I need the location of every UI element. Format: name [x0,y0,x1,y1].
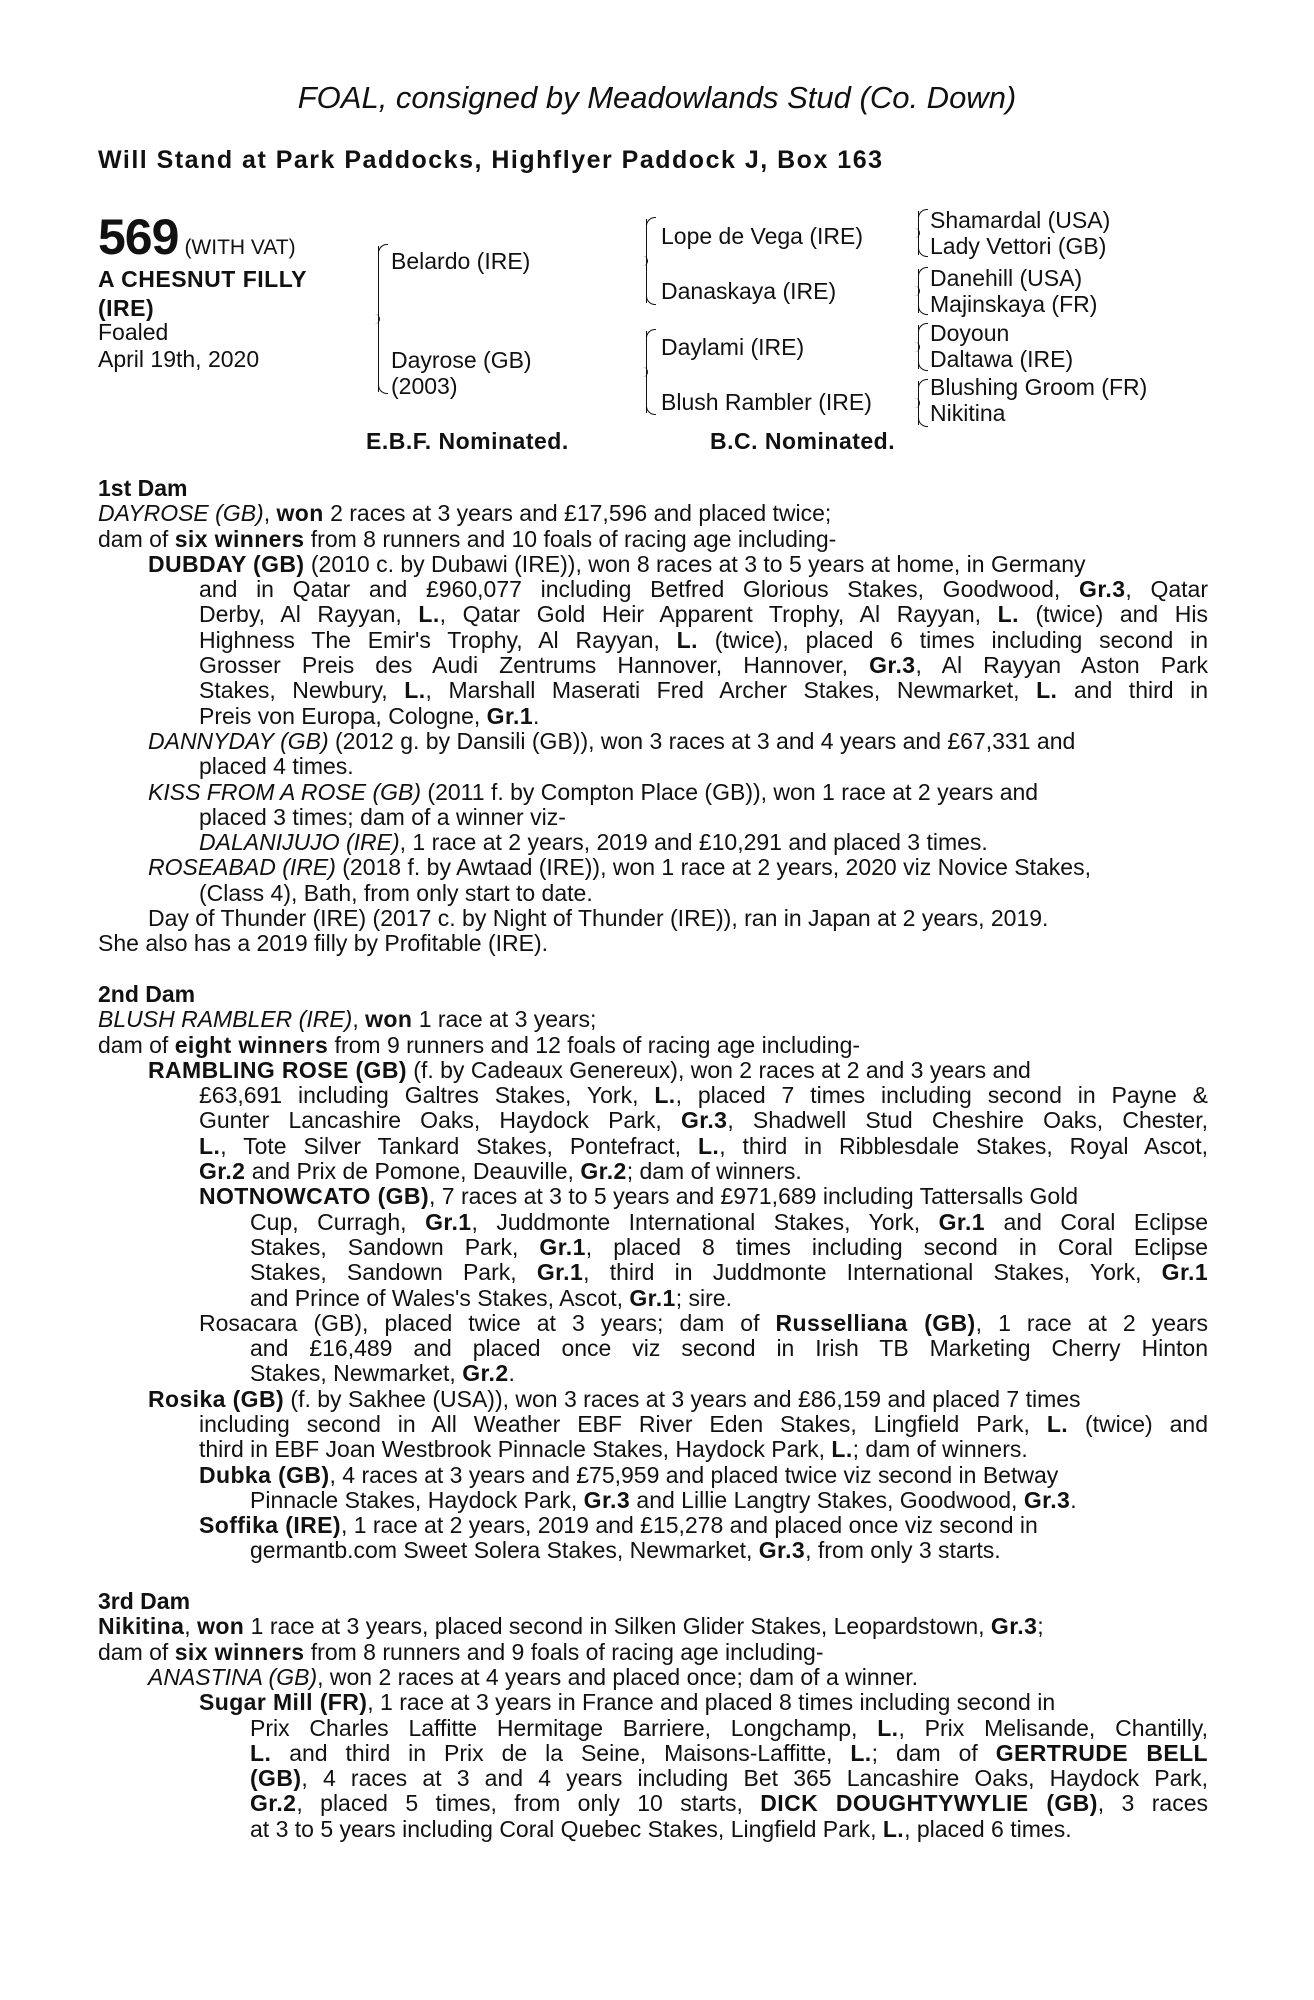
stand-location: Will Stand at Park Paddocks, Highflyer Paddock J, Box 163 [98,146,884,174]
horse-name: ROSEABAD (IRE) [148,854,336,881]
produce-entry-dubday: DUBDAY (GB) (2010 c. by Dubawi (IRE)), won 8 races at 3 to 5 years at home, in Germany [148,550,1086,577]
lot-description [98,265,307,323]
second-dam-name: BLUSH RAMBLER (IRE) [98,1006,353,1033]
dam-sire-dam: Daltawa (IRE) [930,346,1074,372]
third-dam-line: Nikitina, won 1 race at 3 years, placed second in Silken Glider Stakes, Leopardstown, Gr.3; [98,1613,1044,1640]
produce-text-line: Preis von Europa, Cologne, Gr.1. [199,702,540,729]
second-dam-produce-summary: dam of eight winners from 9 runners and 12 foals of racing age including- [98,1031,861,1058]
produce-entry-rosika: Rosika (GB) (f. by Sakhee (USA)), won 3 races at 3 years and £86,159 and placed 7 times [148,1385,1081,1412]
horse-name: KISS FROM A ROSE (GB) [148,778,422,805]
dam-name: Dayrose (GB) [391,347,532,373]
sire-dam-sire: Danehill (USA) [930,265,1083,291]
vat-note: (WITH VAT) [184,236,296,259]
produce-entry-kiss-from-a-rose: KISS FROM A ROSE (GB) (2011 f. by Compton Place (GB)), won 1 race at 2 years and [148,778,1039,805]
produce-text-line: (GB), 4 races at 3 and 4 years including Bet 365 Lancashire Oaks, Haydock Park, [250,1765,1208,1792]
dam-sire: Daylami (IRE) [661,334,805,360]
pedigree-brace-dam [646,331,647,413]
ebf-nominated: E.B.F. Nominated. [366,428,569,454]
won-label: won [197,1613,245,1640]
winners-count: eight winners [174,1031,329,1058]
produce-text-line: Prix Charles Laffitte Hermitage Barriere, Longchamp, L., Prix Melisande, Chantilly, [250,1714,1208,1741]
won-label: won [276,500,324,527]
winners-count: six winners [174,1638,305,1665]
produce-text-line: germantb.com Sweet Solera Stakes, Newmarket, Gr.3, from only 3 starts. [250,1537,1001,1564]
horse-name: Dubka (GB) [199,1461,330,1488]
first-dam-line: DAYROSE (GB), won 2 races at 3 years and £17,596 and placed twice; [98,500,832,527]
also-note: She also has a 2019 filly by Profitable (IRE). [98,930,549,957]
pedigree-brace-gen3-4 [918,381,919,425]
sire-name: Belardo (IRE) [391,248,531,274]
produce-text-line: Gr.2, placed 5 times, from only 10 starts, DICK DOUGHTYWYLIE (GB), 3 races [250,1790,1208,1817]
first-dam-name: DAYROSE (GB) [98,500,264,527]
produce-text-line: including second in All Weather EBF River Eden Stakes, Lingfield Park, L. (twice) and [199,1410,1208,1437]
horse-name: Sugar Mill (FR) [199,1689,368,1716]
lot-country: (IRE) [98,295,155,321]
produce-text-line: Stakes, Newmarket, Gr.2. [250,1360,515,1387]
lot-number-block [98,208,296,266]
produce-text-line: Stakes, Sandown Park, Gr.1, third in Juddmonte International Stakes, York, Gr.1 [250,1259,1209,1286]
produce-text-line: £63,691 including Galtres Stakes, York, L., placed 7 times including second in Payne & [199,1082,1208,1109]
produce-entry-soffika: Soffika (IRE), 1 race at 2 years, 2019 and £15,278 and placed once viz second in [199,1512,1038,1539]
dam-dam: Blush Rambler (IRE) [661,389,872,415]
produce-text-line: and £16,489 and placed once viz second in Irish TB Marketing Cherry Hinton [250,1335,1208,1362]
produce-entry-dalanijujo: DALANIJUJO (IRE), 1 race at 2 years, 2019 and £10,291 and placed 3 times. [199,829,988,856]
catalogue-heading: FOAL, consigned by Meadowlands Stud (Co. Down) [297,80,1017,115]
produce-text-line: Pinnacle Stakes, Haydock Park, Gr.3 and Lillie Langtry Stakes, Goodwood, Gr.3. [250,1486,1077,1513]
third-dam-name: Nikitina [98,1613,185,1640]
produce-text-line: Stakes, Newbury, L., Marshall Maserati Fred Archer Stakes, Newmarket, L. and third in [199,677,1208,704]
produce-text-line: placed 3 times; dam of a winner viz- [199,803,566,830]
produce-text-line: and in Qatar and £960,077 including Betfred Glorious Stakes, Goodwood, Gr.3, Qatar [199,576,1209,603]
horse-name: Rosika (GB) [148,1385,285,1412]
dam-dam-dam: Nikitina [930,400,1006,426]
section-heading-second-dam: 2nd Dam [98,980,196,1007]
dam-sire-sire: Doyoun [930,320,1010,346]
produce-text-line: Gunter Lancashire Oaks, Haydock Park, Gr.3, Shadwell Stud Cheshire Oaks, Chester, [199,1107,1208,1134]
section-heading-third-dam: 3rd Dam [98,1588,191,1615]
first-dam-produce-summary: dam of six winners from 8 runners and 10 foals of racing age including- [98,525,837,552]
horse-name: Russelliana (GB) [775,1309,976,1336]
produce-text-line: Derby, Al Rayyan, L., Qatar Gold Heir Apparent Trophy, Al Rayyan, L. (twice) and His [199,601,1209,628]
produce-entry-dannyday: DANNYDAY (GB) (2012 g. by Dansili (GB)), won 3 races at 3 and 4 years and £67,331 and [148,727,1076,754]
dam-dam-sire: Blushing Groom (FR) [930,374,1148,400]
second-dam-line: BLUSH RAMBLER (IRE), won 1 race at 3 years; [98,1006,597,1033]
sire-dam-dam: Majinskaya (FR) [930,291,1098,317]
lot-sex: A CHESNUT FILLY [98,266,307,292]
bc-nominated: B.C. Nominated. [710,428,896,454]
pedigree-brace-sire [646,219,647,303]
horse-name: ANASTINA (GB) [148,1663,318,1690]
pedigree-brace-gen3-2 [918,269,919,313]
produce-entry-anastina: ANASTINA (GB), won 2 races at 4 years and placed once; dam of a winner. [148,1663,919,1690]
produce-text-line: Cup, Curragh, Gr.1, Juddmonte International Stakes, York, Gr.1 and Coral Eclipse [250,1208,1209,1235]
section-heading-first-dam: 1st Dam [98,475,188,501]
foaled-label: Foaled [98,319,169,345]
produce-entry-dubka: Dubka (GB), 4 races at 3 years and £75,959 and placed twice viz second in Betway [199,1461,1059,1488]
sire-sire: Lope de Vega (IRE) [661,223,864,249]
produce-text-line: at 3 to 5 years including Coral Quebec Stakes, Lingfield Park, L., placed 6 times. [250,1815,1072,1842]
pedigree-brace-parents [378,246,379,392]
produce-text-line: Highness The Emir's Trophy, Al Rayyan, L. (twice), placed 6 times including second in [199,626,1208,653]
produce-text-line: and Prince of Wales's Stakes, Ascot, Gr.1; sire. [250,1284,732,1311]
produce-text-line: L., Tote Silver Tankard Stakes, Pontefract, L., third in Ribblesdale Stakes, Royal Ascot, [199,1132,1209,1159]
sire-sire-dam: Lady Vettori (GB) [930,233,1107,259]
horse-name: RAMBLING ROSE (GB) [148,1056,407,1083]
third-dam-produce-summary: dam of six winners from 8 runners and 9 foals of racing age including- [98,1638,824,1665]
produce-entry-rosacara: Rosacara (GB), placed twice at 3 years; dam of Russelliana (GB), 1 race at 2 years [199,1309,1209,1336]
produce-text-line: L. and third in Prix de la Seine, Maisons-Laffitte, L.; dam of GERTRUDE BELL [250,1739,1208,1766]
produce-text-line: third in EBF Joan Westbrook Pinnacle Stakes, Haydock Park, L.; dam of winners. [199,1436,1028,1463]
horse-name: GERTRUDE BELL [995,1739,1208,1766]
horse-name: NOTNOWCATO (GB) [199,1183,430,1210]
produce-entry-notnowcato: NOTNOWCATO (GB), 7 races at 3 to 5 years and £971,689 including Tattersalls Gold [199,1183,1079,1210]
pedigree-brace-gen3-3 [918,325,919,369]
horse-name: DALANIJUJO (IRE) [199,829,400,856]
foaled-date: April 19th, 2020 [98,346,260,372]
produce-entry-sugar-mill: Sugar Mill (FR), 1 race at 3 years in France and placed 8 times including second in [199,1689,1056,1716]
produce-text-line: Grosser Preis des Audi Zentrums Hannover, Hannover, Gr.3, Al Rayyan Aston Park [199,652,1208,679]
foaled-info [98,319,259,373]
produce-record [98,476,1208,1842]
horse-name: DANNYDAY (GB) [148,727,329,754]
produce-text-line: Gr.2 and Prix de Pomone, Deauville, Gr.2; dam of winners. [199,1158,802,1185]
produce-text-line: Stakes, Sandown Park, Gr.1, placed 8 times including second in Coral Eclipse [250,1233,1208,1260]
produce-entry-rambling-rose: RAMBLING ROSE (GB) (f. by Cadeaux Genereux), won 2 races at 2 and 3 years and [148,1056,1031,1083]
produce-entry-day-of-thunder: Day of Thunder (IRE) (2017 c. by Night of Thunder (IRE)), ran in Japan at 2 years, 2019. [148,905,1049,932]
produce-text-line: placed 4 times. [199,753,354,780]
produce-text-line: (Class 4), Bath, from only start to date. [199,879,593,906]
dam-year: (2003) [391,373,458,399]
won-label: won [365,1006,413,1033]
horse-name: DUBDAY (GB) [148,550,305,577]
pedigree-brace-gen3-1 [918,211,919,255]
lot-number: 569 [98,209,179,265]
winners-count: six winners [174,525,305,552]
sire-sire-sire: Shamardal (USA) [930,207,1111,233]
produce-entry-roseabad: ROSEABAD (IRE) (2018 f. by Awtaad (IRE)), won 1 race at 2 years, 2020 viz Novice Stakes, [148,854,1091,881]
sire-dam: Danaskaya (IRE) [661,278,837,304]
horse-name: Soffika (IRE) [199,1512,341,1539]
horse-name: DICK DOUGHTYWYLIE (GB) [760,1790,1098,1817]
